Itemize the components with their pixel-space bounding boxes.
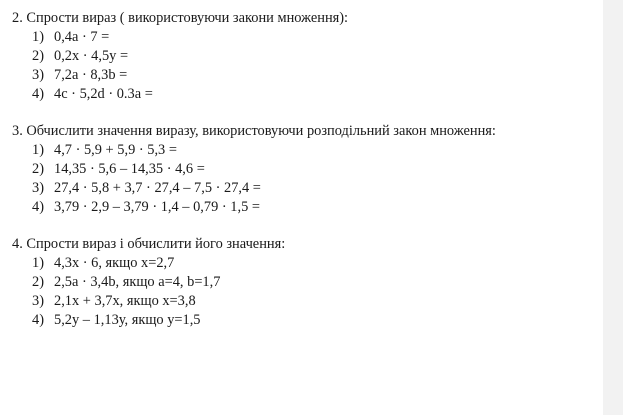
- task-4: [12, 235, 285, 330]
- item-expression: 5,2у – 1,13у, якщо у=1,5: [54, 312, 201, 328]
- task-2-title: 2. Спрости вираз ( використовуючи закони множення):: [12, 10, 349, 26]
- item-number: 4): [32, 312, 44, 328]
- item-number: 3): [32, 180, 44, 196]
- task-3-item-3: [12, 179, 496, 198]
- item-expression: 3,79 · 2,9 – 3,79 · 1,4 – 0,79 · 1,5 =: [54, 199, 260, 215]
- item-expression: 4,7 · 5,9 + 5,9 · 5,3 =: [54, 142, 177, 158]
- task-4-title: 4. Спрости вираз і обчислити його значення:: [12, 236, 286, 252]
- item-number: 3): [32, 293, 44, 309]
- item-expression: 2,5а · 3,4b, якщо а=4, b=1,7: [54, 274, 221, 290]
- page-edge-margin: [603, 0, 623, 415]
- item-number: 1): [32, 142, 44, 158]
- task-4-item-4: [12, 311, 285, 330]
- item-number: 3): [32, 67, 44, 83]
- task-3-item-2: [12, 160, 496, 179]
- task-2-item-1: [12, 28, 348, 47]
- task-4-item-1: [12, 254, 285, 273]
- task-2-item-3: [12, 66, 348, 85]
- item-expression: 27,4 · 5,8 + 3,7 · 27,4 – 7,5 · 27,4 =: [54, 180, 261, 196]
- task-3-item-1: [12, 141, 496, 160]
- task-2: [12, 9, 348, 104]
- item-expression: 4с · 5,2d · 0.3а =: [54, 86, 153, 102]
- item-expression: 7,2а · 8,3b =: [54, 67, 128, 83]
- item-expression: 14,35 · 5,6 – 14,35 · 4,6 =: [54, 161, 205, 177]
- task-2-item-2: [12, 47, 348, 66]
- item-number: 2): [32, 161, 44, 177]
- task-3: [12, 122, 496, 217]
- task-2-item-4: [12, 85, 348, 104]
- item-expression: 2,1х + 3,7х, якщо х=3,8: [54, 293, 196, 309]
- item-number: 4): [32, 86, 44, 102]
- item-number: 4): [32, 199, 44, 215]
- item-expression: 4,3х · 6, якщо х=2,7: [54, 255, 175, 271]
- item-number: 1): [32, 29, 44, 45]
- item-number: 2): [32, 48, 44, 64]
- task-4-item-2: [12, 273, 285, 292]
- task-4-item-3: [12, 292, 285, 311]
- item-number: 2): [32, 274, 44, 290]
- item-expression: 0,2х · 4,5у =: [54, 48, 129, 64]
- item-number: 1): [32, 255, 44, 271]
- item-expression: 0,4а · 7 =: [54, 29, 110, 45]
- task-3-item-4: [12, 198, 496, 217]
- task-3-title: 3. Обчислити значення виразу, використовуючи розподільний закон множення:: [12, 123, 496, 139]
